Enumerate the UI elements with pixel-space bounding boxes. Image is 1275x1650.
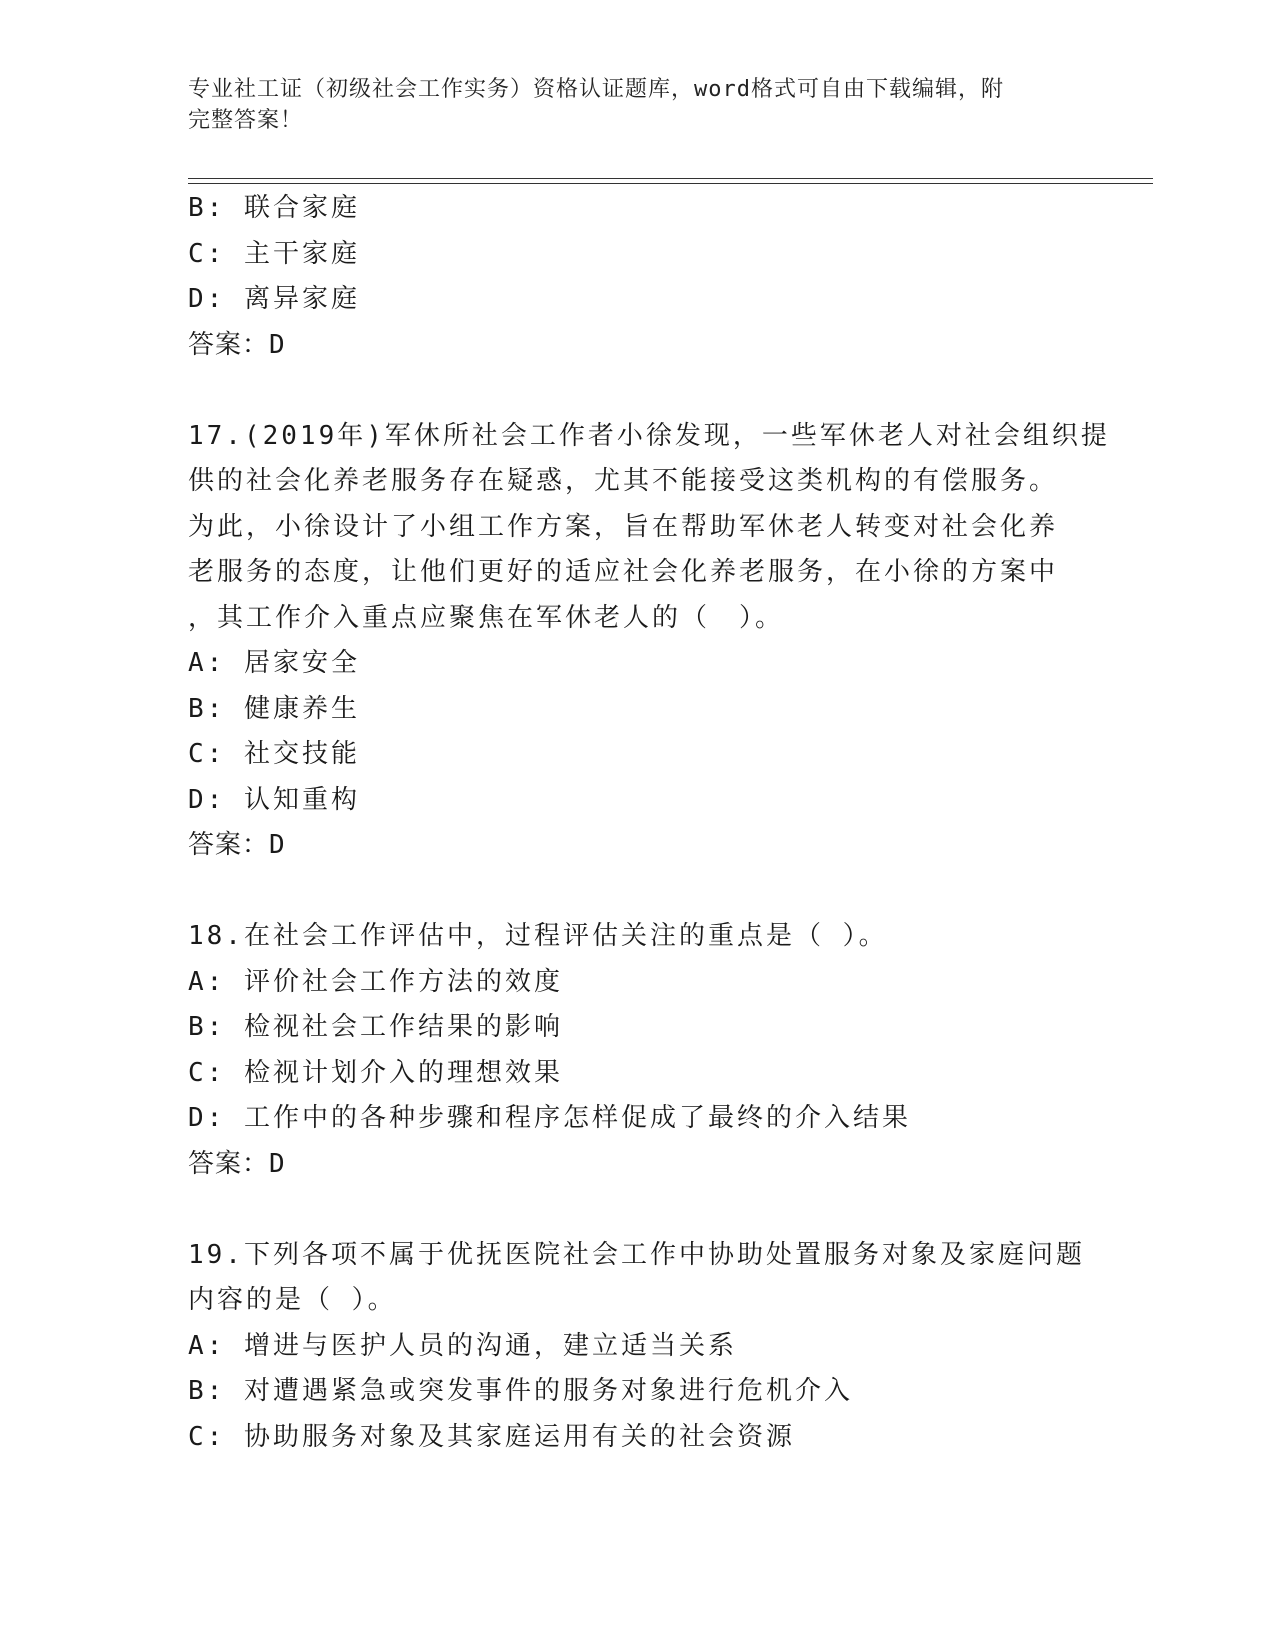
question-stem-line: 为此，小徐设计了小组工作方案，旨在帮助军休老人转变对社会化养 xyxy=(188,511,1059,542)
question-stem-line: 供的社会化养老服务存在疑惑，尤其不能接受这类机构的有偿服务。 xyxy=(188,466,1059,496)
question-stem-line: 17.(2019年)军休所社会工作者小徐发现，一些军休老人对社会组织提 xyxy=(188,420,1110,451)
page-header xyxy=(188,74,1088,136)
question-17 xyxy=(188,414,1110,869)
answer-line: 答案：D xyxy=(188,1148,286,1179)
option-c: C: 社交技能 xyxy=(188,739,360,769)
question-stem-line: ，其工作介入重点应聚焦在军休老人的（ ）。 xyxy=(188,602,785,633)
question-19 xyxy=(188,1233,1088,1461)
header-line-2: 完整答案！ xyxy=(188,108,304,133)
question-stem-line: 18.在社会工作评估中，过程评估关注的重点是（ ）。 xyxy=(188,921,888,951)
option-d: D: 认知重构 xyxy=(188,784,360,815)
option-d: D: 离异家庭 xyxy=(188,284,360,314)
option-b: B: 联合家庭 xyxy=(188,193,360,223)
option-b: B: 检视社会工作结果的影响 xyxy=(188,1012,563,1042)
prev-question xyxy=(188,186,1088,368)
option-a: A: 增进与医护人员的沟通，建立适当关系 xyxy=(188,1330,737,1361)
answer-line: 答案：D xyxy=(188,329,286,360)
header-line-1: 专业社工证（初级社会工作实务）资格认证题库，word格式可自由下载编辑，附 xyxy=(188,77,1004,102)
header-divider xyxy=(188,178,1153,184)
option-d: D: 工作中的各种步骤和程序怎样促成了最终的介入结果 xyxy=(188,1103,911,1133)
option-c: C: 主干家庭 xyxy=(188,238,360,269)
question-stem-line: 19.下列各项不属于优抚医院社会工作中协助处置服务对象及家庭问题 xyxy=(188,1239,1085,1270)
question-18 xyxy=(188,914,1088,1187)
spacer xyxy=(188,368,1088,414)
option-b: B: 对遭遇紧急或突发事件的服务对象进行危机介入 xyxy=(188,1376,853,1406)
question-content xyxy=(188,186,1110,1460)
option-b: B: 健康养生 xyxy=(188,693,360,724)
question-stem-line: 老服务的态度，让他们更好的适应社会化养老服务，在小徐的方案中 xyxy=(188,557,1059,587)
spacer xyxy=(188,869,1088,915)
question-stem-line: 内容的是（ ）。 xyxy=(188,1285,397,1315)
spacer xyxy=(188,1187,1088,1233)
option-c: C: 检视计划介入的理想效果 xyxy=(188,1057,563,1088)
option-c: C: 协助服务对象及其家庭运用有关的社会资源 xyxy=(188,1421,795,1452)
answer-line: 答案：D xyxy=(188,830,286,860)
option-a: A: 评价社会工作方法的效度 xyxy=(188,966,563,997)
option-a: A: 居家安全 xyxy=(188,648,360,678)
